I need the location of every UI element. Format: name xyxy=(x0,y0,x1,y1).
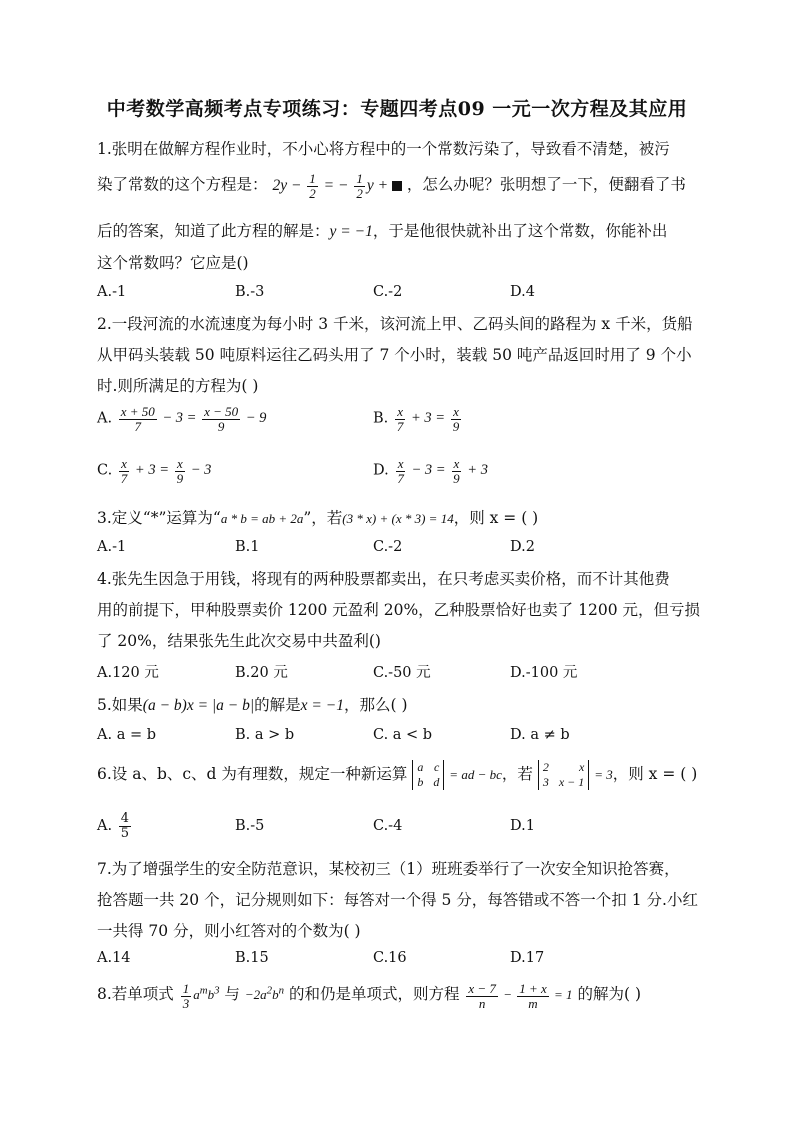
q7-line2: 抢答题一共 20 个，记分规则如下：每答对一个得 5 分，每答错或不答一个扣 1 分.小红 xyxy=(97,891,698,909)
q5-equation: (a − b)x = |a − b| xyxy=(142,697,255,714)
q5-option-a: A. a = b xyxy=(97,727,156,743)
q6-given-determinant: 2 x 3 x − 1 xyxy=(538,760,589,790)
q1-line2-pre: 染了常数的这个方程是： xyxy=(97,175,268,194)
q1-line2 xyxy=(97,172,686,200)
page-title: 中考数学高频考点专项练习：专题四考点09 一元一次方程及其应用 xyxy=(106,98,688,120)
ink-blot-icon xyxy=(392,181,402,191)
q5-option-b: B. a > b xyxy=(235,727,295,743)
q1-option-d: D.4 xyxy=(510,284,535,300)
q3-option-c: C.-2 xyxy=(373,539,403,555)
q3-option-b: B.1 xyxy=(235,539,260,555)
q5-line: 5.如果(a − b)x = |a − b|的解是x = −1，那么( ) xyxy=(97,696,408,714)
q4-option-c: C.-50 元 xyxy=(373,665,431,681)
q1-option-a: A.-1 xyxy=(97,284,127,300)
q2-line3: 时.则所满足的方程为( ) xyxy=(97,377,259,395)
q4-line2: 用的前提下，甲种股票卖价 1200 元盈利 20%，乙种股票恰好也卖了 1200 元，但亏损 xyxy=(97,601,700,619)
q1-equation: 2y − $\frac{1}{2}$ = − $\frac{1}{2}$ y + xyxy=(272,177,401,194)
q4-line3: 了 20%，结果张先生此次交易中共盈利() xyxy=(97,632,381,650)
q5-solution: x = −1 xyxy=(300,697,344,714)
q4-option-b: B.20 元 xyxy=(235,665,288,681)
q5-option-c: C. a < b xyxy=(373,727,433,743)
q2-option-c: C. $\frac{x}{7}$ + 3 = $\frac{x}{9}$ − 3 xyxy=(97,456,212,486)
q6-option-c: C.-4 xyxy=(373,818,403,834)
q7-option-b: B.15 xyxy=(235,950,269,966)
q4-option-d: D.-100 元 xyxy=(510,665,578,681)
q2-line2: 从甲码头装载 50 吨原料运往乙码头用了 7 个小时，装载 50 吨产品返回时用了 9 个小 xyxy=(97,346,692,364)
q8-equation: $\frac{x - 7}{n}$ − $\frac{1 + x}{m}$ = 1 xyxy=(468,981,573,1011)
q1-line3 xyxy=(97,219,667,241)
q3-condition: (3 * x) + (x * 3) = 14 xyxy=(342,511,454,526)
q7-line3: 一共得 70 分，则小红答对的个数为( ) xyxy=(97,922,361,940)
q2-option-d: D. $\frac{x}{7}$ − 3 = $\frac{x}{9}$ + 3 xyxy=(373,456,488,486)
q4-option-a: A.120 元 xyxy=(97,665,159,681)
q1-option-b: B.-3 xyxy=(235,284,265,300)
q1-line3-pre: 后的答案，知道了此方程的解是： xyxy=(97,222,330,240)
q1-line1: 1.张明在做解方程作业时，不小心将方程中的一个常数污染了，导致看不清楚，被污 xyxy=(97,140,670,158)
q8-monomial-1: $\frac{1}{3}$ $a^mb^3$ xyxy=(182,981,220,1011)
q6-option-b: B.-5 xyxy=(235,818,265,834)
q6-option-a: A. $\frac{4}{5}$ xyxy=(97,811,129,841)
q8-monomial-2: $-2a^2b^n$ xyxy=(244,984,284,1003)
q3-option-a: A.-1 xyxy=(97,539,127,555)
q7-option-d: D.17 xyxy=(510,950,545,966)
q1-solution: y = −1 xyxy=(329,223,373,240)
q5-option-d: D. a ≠ b xyxy=(510,727,570,743)
q2-option-a: A. $\frac{x + 50}{7}$ − 3 = $\frac{x - 50}{9}$ − 9 xyxy=(97,404,267,434)
q1-line3-post: ，于是他很快就补出了这个常数，你能补出 xyxy=(372,222,668,240)
q7-option-a: A.14 xyxy=(97,950,131,966)
q4-line1: 4.张先生因急于用钱，将现有的两种股票都卖出，在只考虑买卖价格，而不计其他费 xyxy=(97,570,670,588)
q7-option-c: C.16 xyxy=(373,950,407,966)
q1-line4: 这个常数吗？它应是() xyxy=(97,254,249,272)
q2-option-b: B. $\frac{x}{7}$ + 3 = $\frac{x}{9}$ xyxy=(373,404,460,434)
q2-line1: 2.一段河流的水流速度为每小时 3 千米，该河流上甲、乙码头间的路程为 x 千米，货船 xyxy=(97,315,693,333)
q1-line2-post: ，怎么办呢？张明想了一下，便翻看了书 xyxy=(406,175,686,194)
q3-option-d: D.2 xyxy=(510,539,535,555)
q3-definition: a * b = ab + 2a xyxy=(220,511,304,526)
q7-line1: 7.为了增强学生的安全防范意识，某校初三（1）班班委举行了一次安全知识抢答赛， xyxy=(97,860,680,878)
q6-line: 6.设 a、b、c、d 为有理数，规定一种新运算 a c b d = ad − bc，若 2 x 3 x − 1 = 3，则 x = ( ) xyxy=(97,760,698,789)
q3-line: 3.定义“*”运算为“a * b = ab + 2a”，若(3 * x) + (x * 3) = 14，则 x = ( ) xyxy=(97,509,539,527)
q8-line: 8.若单项式 $\frac{1}{3}$ $a^mb^3$ 与 $-2a^2b^n$ 的和仍是单项式，则方程 $\frac{x - 7}{n}$ − $\frac{1 + x}{m}$ = 1 的解为( ) xyxy=(97,981,642,1011)
q6-rule-determinant: a c b d xyxy=(412,760,444,790)
q1-option-c: C.-2 xyxy=(373,284,403,300)
q6-option-d: D.1 xyxy=(510,818,535,834)
